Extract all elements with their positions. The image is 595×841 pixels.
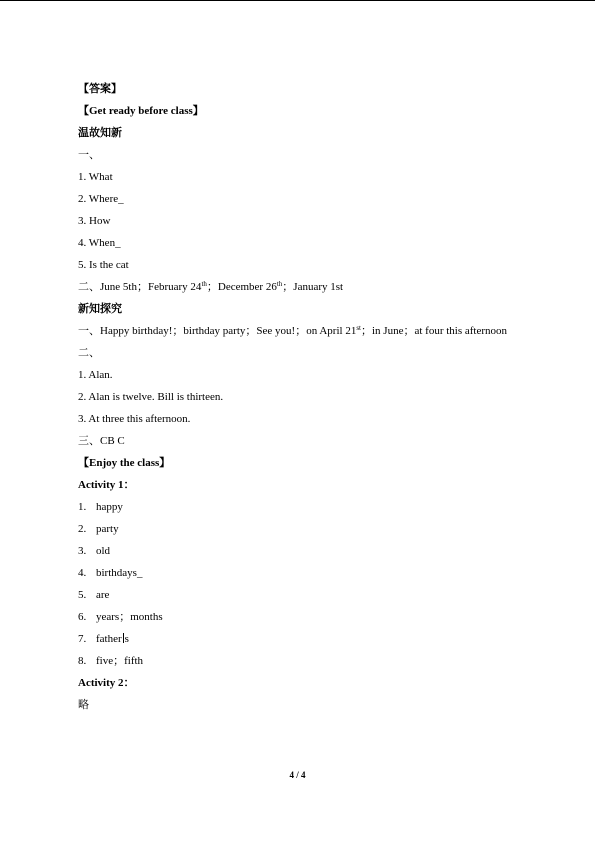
- activity1-item: 2. party: [78, 523, 119, 535]
- activity1-item: 1. happy: [78, 501, 123, 513]
- answer-content: [78, 78, 558, 716]
- activity1-item: 3. old: [78, 545, 111, 557]
- part2-item: 1. Alan.: [78, 369, 113, 381]
- activity1-title: Activity 1：: [78, 479, 135, 491]
- activity2-title: Activity 2：: [78, 677, 135, 689]
- activity1-item: 4. birthdays_: [78, 567, 143, 579]
- part2-item: 3. At three this afternoon.: [78, 413, 191, 425]
- review-item: 4. When_: [78, 237, 121, 249]
- part-three-answer: 三、CB C: [78, 435, 125, 447]
- section-enjoy: 【Enjoy the class】: [78, 457, 171, 469]
- part-two-label: 二、: [78, 280, 100, 293]
- page-number: 4 / 4: [289, 770, 306, 780]
- explore-title: 新知探究: [78, 302, 122, 315]
- section-get-ready: 【Get ready before class】: [78, 105, 204, 117]
- review-item: 3. How: [78, 215, 111, 227]
- activity1-item: 5. are: [78, 589, 110, 601]
- activity1-item: 6. years；months: [78, 611, 163, 623]
- answer-heading: 【答案】: [78, 82, 122, 95]
- activity2-answer: 略: [78, 698, 89, 711]
- part-one-label: 一、: [78, 148, 100, 161]
- phrases-answer: 一、Happy birthday!；birthday party；See you!；on April 21st；in June；at four this afternoon: [78, 324, 508, 337]
- review-item: 2. Where_: [78, 193, 124, 205]
- page-top-rule: [0, 0, 595, 1]
- part-one-label: 一、: [78, 324, 100, 337]
- part-two-label: 二、: [78, 346, 100, 359]
- review-item: 1. What: [78, 171, 113, 183]
- dates-answer: 二、June 5th；February 24th；December 26th；January 1st: [78, 280, 344, 293]
- review-title: 温故知新: [78, 126, 122, 139]
- activity1-item: 8. five；fifth: [78, 655, 144, 667]
- review-item: 5. Is the cat: [78, 259, 129, 271]
- part2-item: 2. Alan is twelve. Bill is thirteen.: [78, 391, 224, 403]
- text-cursor-mark: [123, 633, 124, 643]
- activity1-item: 7. father s: [78, 633, 129, 645]
